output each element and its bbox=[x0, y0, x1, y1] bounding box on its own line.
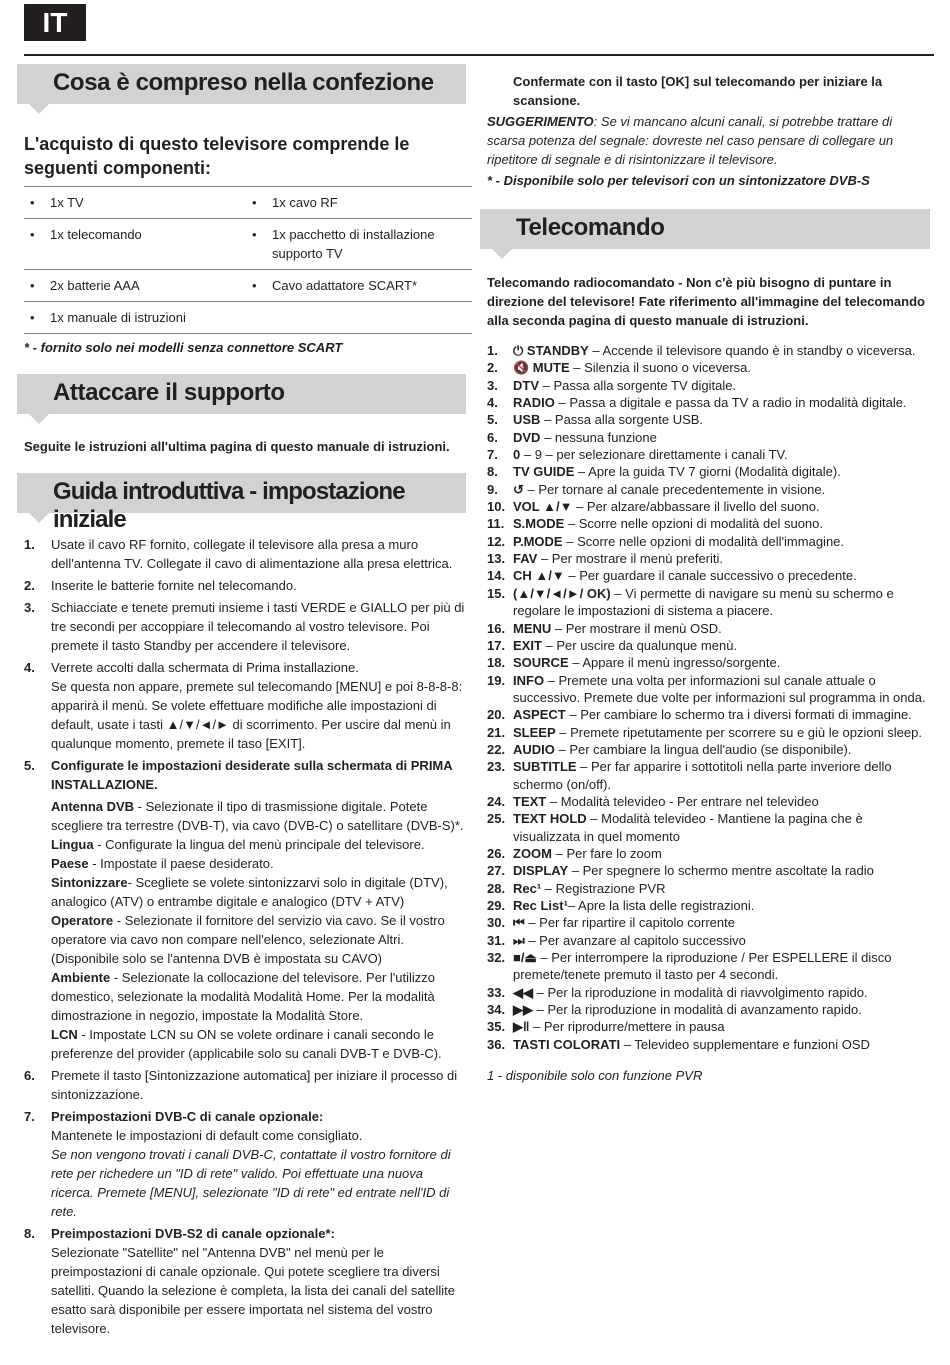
list-item: 29. Rec List¹– Apre la lista delle registrazioni. bbox=[487, 898, 755, 913]
table-row: • 2x batterie AAA • Cavo adattatore SCART* bbox=[24, 270, 472, 302]
list-item: 7. 0 – 9 – per selezionare direttamente i canali TV. bbox=[487, 447, 788, 463]
list-item: 32. ■/⏏ – Per interrompere la riproduzione / Per ESPELLERE il disco premete/tenete premuto il tasto per 4 secondi. bbox=[487, 950, 892, 983]
list-item: 35. ▶‖ – Per riprodurre/mettere in pausa bbox=[487, 1019, 725, 1035]
confirm-text: Confermate con il tasto [OK] sul telecomando per iniziare la scansione. bbox=[513, 74, 883, 108]
box-contents-title: Cosa è compreso nella confezione bbox=[53, 69, 434, 96]
list-item: 26. ZOOM – Per fare lo zoom bbox=[487, 845, 662, 861]
remote-key-icon: ■/⏏ bbox=[513, 950, 537, 966]
table-row: • 1x manuale di istruzioni bbox=[24, 302, 472, 334]
stand-banner bbox=[17, 374, 466, 414]
list-item: 12. P.MODE – Scorre nelle opzioni di modalità dell'immagine. bbox=[487, 533, 845, 549]
list-item: 6. Premete il tasto [Sintonizzazione automatica] per iniziare il processo di sintonizzazione. bbox=[24, 1068, 458, 1102]
table-row: • 1x telecomando • 1x pacchetto di installazione supporto TV bbox=[24, 219, 472, 270]
list-item: 1. ⏻ STANDBY – Accende il televisore quando è in standby o viceversa. bbox=[487, 343, 916, 358]
list-item: 10. VOL ▲/▼ – Per alzare/abbassare il livello del suono. bbox=[487, 499, 820, 515]
language-tag: IT bbox=[24, 4, 86, 41]
list-item: 30. ⏮ – Per far ripartire il capitolo corrente bbox=[487, 915, 735, 931]
list-item: 2. Inserite le batterie fornite nel telecomando. bbox=[24, 578, 297, 593]
list-item: 6. DVD – nessuna funzione bbox=[487, 429, 657, 445]
list-item: 3. DTV – Passa alla sorgente TV digitale. bbox=[487, 377, 737, 393]
remote-key-icon: ⏭ bbox=[513, 932, 525, 948]
remote-banner bbox=[480, 209, 930, 249]
list-item: 17. EXIT – Per uscire da qualunque menù. bbox=[487, 637, 738, 653]
stand-title: Attaccare il supporto bbox=[53, 379, 285, 406]
table-row: • 1x TV • 1x cavo RF bbox=[24, 187, 472, 219]
list-item: 11. S.MODE – Scorre nelle opzioni di modalità del suono. bbox=[487, 516, 824, 532]
list-item: 8. Preimpostazioni DVB-S2 di canale opzionale*: Selezionate "Satellite" nel "Antenna DVB" nel menù per le preimpostazioni di canale opzionale. Qui potete scegliere tra diversi satelliti. Quando la selezione è completa, la lista dei canali del satellite esatto sarà disponibile per essere importata nel sistema del vostro televisore. bbox=[24, 1226, 455, 1336]
remote-key-icon: 🔇 bbox=[513, 360, 530, 376]
list-item: 36. TASTI COLORATI – Televideo supplementare e funzioni OSD bbox=[487, 1036, 870, 1052]
list-item: 34. ▶▶ – Per la riproduzione in modalità di avanzamento rapido. bbox=[487, 1002, 862, 1018]
list-item: 1. Usate il cavo RF fornito, collegate il televisore alla presa a muro dell'antenna TV. Collegate il cavo di alimentazione alla presa elettrica. bbox=[24, 537, 453, 571]
guide-banner bbox=[17, 473, 466, 533]
box-contents-banner bbox=[17, 64, 466, 104]
remote-key-icon: ◀◀ bbox=[513, 984, 533, 1000]
list-item: 19. INFO – Premete una volta per informazioni sul canale attuale o successivo. Premete due volte per informazioni sul programma in onda. bbox=[487, 672, 926, 705]
remote-key-icon: ▶▶ bbox=[513, 1002, 533, 1018]
list-item: 9. ↺ – Per tornare al canale precedentemente in visione. bbox=[487, 481, 826, 497]
remote-intro: Telecomando radiocomandato - Non c'è più bisogno di puntare in direzione del televisore! Fate riferimento all'immagine del telecomando alla seconda pagina di questo manuale di istruzioni. bbox=[487, 275, 925, 328]
list-item: 18. SOURCE – Appare il menù ingresso/sorgente. bbox=[487, 655, 781, 671]
list-item: 27. DISPLAY – Per spegnere lo schermo mentre ascoltate la radio bbox=[487, 863, 874, 879]
list-item: 16. MENU – Per mostrare il menù OSD. bbox=[487, 620, 722, 636]
list-item: 14. CH ▲/▼ – Per guardare il canale successivo o precedente. bbox=[487, 568, 857, 584]
remote-key-icon: ↺ bbox=[513, 481, 524, 497]
list-item: 24. TEXT – Modalità televideo - Per entrare nel televideo bbox=[487, 793, 819, 809]
top-rule bbox=[24, 54, 934, 56]
list-item: 22. AUDIO – Per cambiare la lingua dell'audio (se disponibile). bbox=[487, 741, 852, 757]
box-contents-table bbox=[24, 186, 472, 334]
list-item: 20. ASPECT – Per cambiare lo schermo tra i diversi formati di immagine. bbox=[487, 707, 912, 723]
box-contents-note: * - fornito solo nei modelli senza connettore SCART bbox=[24, 340, 343, 355]
remote-key-icon: ⏻ bbox=[513, 343, 524, 358]
list-item: 7. Preimpostazioni DVB-C di canale opzionale: Mantenete le impostazioni di default come consigliato. Se non vengono trovati i canali DVB-C, contattate il vostro fornitore di rete per richedere un "ID di rete" valido. Poi effettuate una nuova ricerca. Premete [MENU], selezionate "ID di rete" ed entrate nell'ID di rete. bbox=[24, 1109, 451, 1219]
list-item: 13. FAV – Per mostrare il menù preferiti. bbox=[487, 551, 724, 567]
left-column bbox=[17, 60, 466, 1341]
remote-key-icon: ⏮ bbox=[513, 915, 525, 931]
tip-text: SUGGERIMENTO: Se vi mancano alcuni canali, si potrebbe trattare di scarsa potenza del segnale: dovreste nel caso pensare di collegare un ripetitore di segnale e di risintonizzare il televisore. bbox=[487, 114, 894, 167]
list-item: 4. RADIO – Passa a digitale e passa da TV a radio in modalità digitale. bbox=[487, 395, 907, 411]
remote-list bbox=[480, 342, 930, 1053]
list-item: 4. Verrete accolti dalla schermata di Prima installazione. Se questa non appare, premete sul telecomando [MENU] e poi 8-8-8-8: apparirà il menù. Se volete effettuare modifiche alle impostazioni di default, usate i tasti ▲/▼/◄/► di scorrimento. Per uscire dal menù in qualunque momento, premete il taso [EXIT]. bbox=[24, 660, 463, 751]
dvbs-note: * - Disponibile solo per televisori con un sintonizzatore DVB-S bbox=[487, 173, 870, 188]
pvr-footnote: 1 - disponibile solo con funzione PVR bbox=[487, 1068, 703, 1084]
list-item: 5. Configurate le impostazioni desiderate sulla schermata di PRIMA INSTALLAZIONE. Antenna DVB - Selezionate il tipo di trasmissione digitale. Potete scegliere tra terrestre (DVB-T), via cavo (DVB-C) o satellitare (DVB-S)*. Lingua - Configurate la lingua del menù principale del televisore. Paese - Impostate il paese desiderato. Sintonizzare- Scegliete se volete sintonizzarvi solo in digitale (DTV), analogico (ATV) o entrambe digitale e analogico (DTV + ATV) Operatore - Selezionate il fornitore del servizio via cavo. Se il vostro operatore via cavo non compare nell'elenco, selezionate Altri. (Disponibile solo se l'antenna DVB è impostata su CAVO) Ambiente - Selezionate la collocazione del televisore. Per l'utilizzo domestico, selezionate la modalità Modalità Home. Per la modalità dimostrazione in negozio, impostate la Modalità Store. LCN - Impostate LCN su ON se volete ordinare i canali secondo le preferenze del provider (applicabile solo su canali DVB-T e DVB-C). bbox=[24, 756, 466, 1063]
remote-title: Telecomando bbox=[516, 214, 665, 241]
list-item: 23. SUBTITLE – Per far apparire i sottotitoli nella parte inveriore dello schermo (on/off). bbox=[487, 759, 892, 792]
list-item: 8. TV GUIDE – Apre la guida TV 7 giorni (Modalità digitale). bbox=[487, 464, 841, 480]
list-item: 33. ◀◀ – Per la riproduzione in modalità di riavvolgimento rapido. bbox=[487, 984, 868, 1000]
list-item: 3. Schiacciate e tenete premuti insieme i tasti VERDE e GIALLO per più di tre secondi per accoppiare il telecomando al vostro televisore. Poi premete il tasto Standby per accendere il televisore. bbox=[24, 600, 465, 653]
list-item: 21. SLEEP – Premete ripetutamente per scorrere su e giù le opzioni sleep. bbox=[487, 724, 922, 740]
list-item: 2. 🔇 MUTE – Silenzia il suono o viceversa. bbox=[487, 360, 752, 376]
stand-text: Seguite le istruzioni all'ultima pagina di questo manuale di istruzioni. bbox=[24, 439, 450, 454]
box-contents-subtitle: L'acquisto di questo televisore comprende le seguenti componenti: bbox=[24, 134, 410, 178]
remote-key-icon: ▶‖ bbox=[513, 1019, 530, 1035]
list-item: 25. TEXT HOLD – Modalità televideo - Mantiene la pagina che è visualizzata in quel momento bbox=[487, 811, 863, 844]
first-install-options: Antenna DVB - Selezionate il tipo di trasmissione digitale. Potete scegliere tra terrestre (DVB-T), via cavo (DVB-C) o satellitare (DVB-S)*. Lingua - Configurate la lingua del menù principale del televisore. Paese - Impostate il paese desiderato. Sintonizzare- Scegliete se volete sintonizzarvi solo in digitale (DTV), analogico (ATV) o entrambe digitale e analogico (DTV + ATV) Operatore - Selezionate il fornitore del servizio via cavo. Se il vostro operatore via cavo non compare nell'elenco, selezionate Altri. (Disponibile solo se l'antenna DVB è impostata su CAVO) Ambiente - Selezionate la collocazione del televisore. Per l'utilizzo domestico, selezionate la modalità Modalità Home. Per la modalità dimostrazione in negozio, impostate la Modalità Store. LCN - Impostate LCN su ON se volete ordinare i canali secondo le preferenze del provider (applicabile solo su canali DVB-T e DVB-C). bbox=[51, 799, 464, 1061]
right-column bbox=[480, 60, 930, 1085]
setup-steps bbox=[17, 535, 466, 1338]
list-item: 31. ⏭ – Per avanzare al capitolo successivo bbox=[487, 932, 746, 948]
list-item: 15. (▲/▼/◄/►/ OK) – Vi permette di navigare su menù su schermo e regolare le impostazioni di sistema a piacere. bbox=[487, 585, 894, 619]
list-item: 28. Rec¹ – Registrazione PVR bbox=[487, 880, 666, 896]
list-item: 5. USB – Passa alla sorgente USB. bbox=[487, 412, 704, 428]
guide-title: Guida introduttiva - impostazione iniziale bbox=[53, 478, 405, 533]
